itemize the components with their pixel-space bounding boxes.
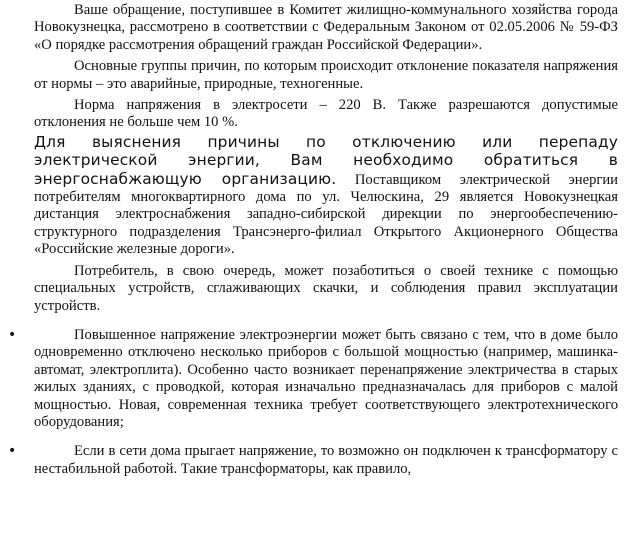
paragraph-voltage-norm: Норма напряжения в электросети – 220 В. Также разрешаются допустимые отклонения не больше чем 10 %.	[34, 97, 618, 131]
bullet-text: Если в сети дома прыгает напряжение, то возможно он подключен к трансформатору с нестабильной работой. Такие трансформаторы, как правило,	[34, 443, 618, 477]
emphasis-contact-supplier: Для выяснения причины по отключению или перепаду электрической энергии, Вам необходимо обратиться в энергоснабжающую организацию.	[34, 132, 618, 188]
bullet-item-overvoltage	[8, 326, 618, 431]
paragraph-causes: Основные группы причин, по которым происходит отклонение показателя напряжения от нормы – это аварийные, природные, техногенные.	[34, 58, 618, 92]
paragraph-consumer-protection: Потребитель, в свою очередь, может позаботиться о своей технике с помощью специальных устройств, сглаживающих скачки, и соблюдения правил эксплуатации устройств.	[34, 262, 618, 314]
bullet-marker: •	[8, 443, 17, 460]
bullet-marker: •	[8, 326, 17, 343]
paragraph-appeal-intro: Ваше обращение, поступившее в Комитет жилищно-коммунального хозяйства города Новокузнецка, рассмотрено в соответствии с Федеральным Законом от 02.05.2006 № 59-ФЗ «О порядке рассмотрения обращений граждан Российской Федерации».	[34, 2, 618, 53]
supplier-details: Поставщиком электрической энергии потребителям многоквартирного дома по ул. Челюскина, 29 является Новокузнецкая дистанция электроснабжения западно-сибирской дирекции по энергообеспечению-структурного подразделения Трансэнерго-филиал Открытого Акционерного Общества «Российские железные дороги».	[34, 171, 618, 258]
bullet-text: Повышенное напряжение электроэнергии может быть связано с тем, что в доме было одновременно отключено несколько приборов с большой мощностью (например, машинка-автомат, электроплита). Особенно часто возникает перенапряжение электричества в старых жилых зданиях, с проводкой, которая изначально предназначалась для приборов с малой мощностью. Новая, современная техника требует соответствующего электротехнического оборудования;	[34, 326, 618, 430]
bullet-item-unstable-transformer	[8, 443, 618, 478]
bullet-list	[8, 326, 618, 478]
paragraph-supplier	[34, 134, 618, 259]
